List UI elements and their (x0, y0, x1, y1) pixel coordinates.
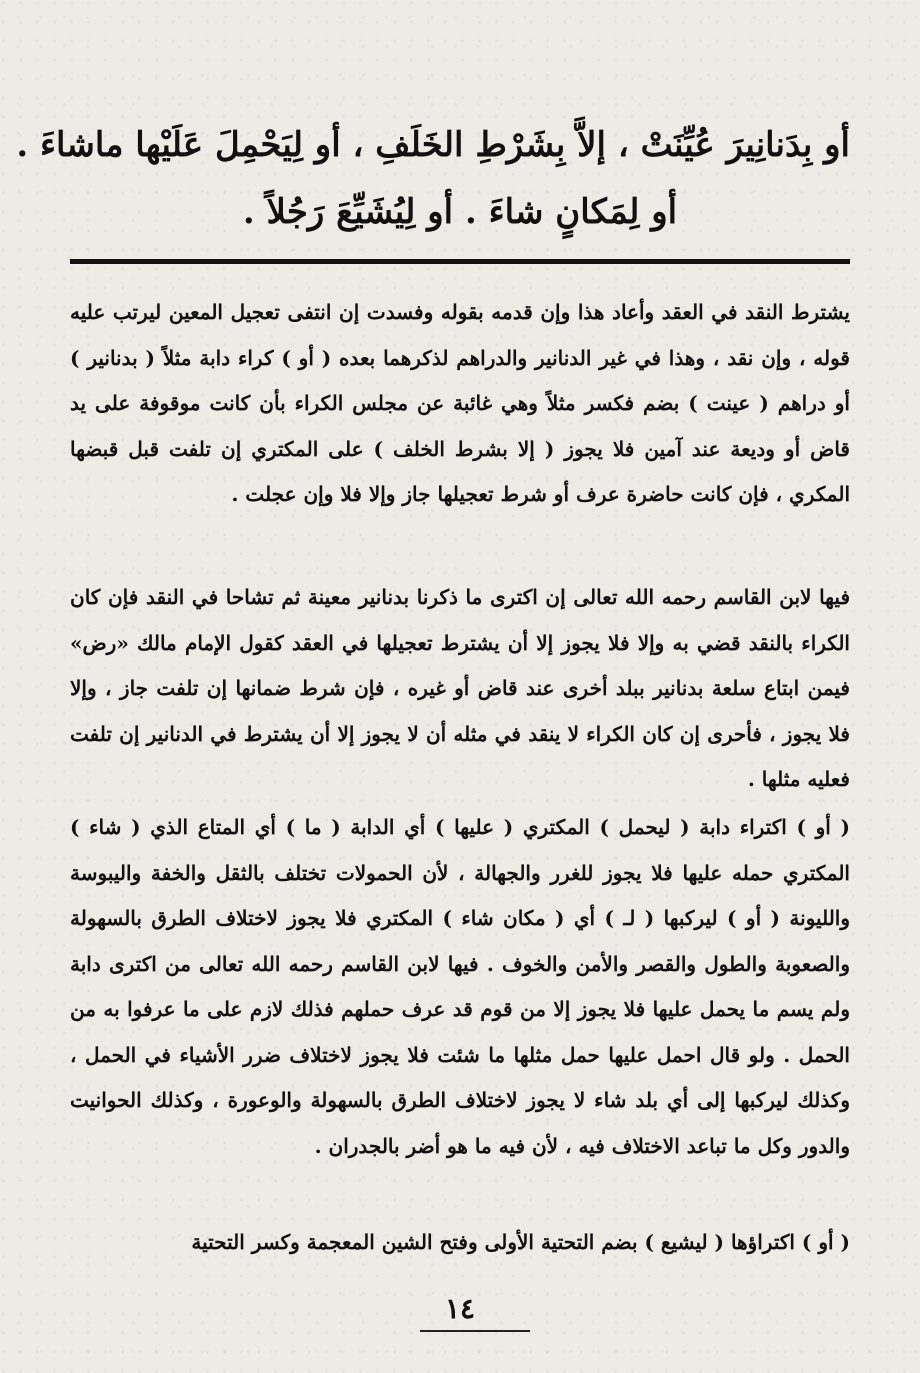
verse-line: أو لِمَكانٍ شاءَ . أو لِيُشَيِّعَ رَجُلاً . (242, 192, 678, 232)
section-divider (70, 259, 850, 264)
verse-line: أو بِدَنانِيرَ عُيِّنَتْ ، إلاَّ بِشَرْطِ الخَلَفِ ، أو لِيَحْمِلَ عَلَيْها ماشاءَ . (16, 125, 850, 165)
footer-divider (420, 1330, 530, 1332)
commentary-paragraph: ( أو ) اكتراء دابة ( ليحمل ) المكتري ( عليها ) أي الدابة ( ما ) أي المتاع الذي ( شاء ) المكتري حمله عليها فلا يجوز للغرر والجهالة ، لأن الحمولات تختلف بالثقل والخفة واليبوسة والليونة ( أو ) ليركبها ( لـ ) أي ( مكان شاء ) المكتري فلا يجوز لاختلاف الطرق بالسهولة والصعوبة والطول والقصر والأمن والخوف . فيها لابن القاسم رحمه الله تعالى من اكترى دابة ولم يسم ما يحمل عليها فلا يجوز إلا من قوم قد عرف حملهم فذلك لازم على ما عرفوا به من الحمل . ولو قال احمل عليها حمل مثلها ما شئت فلا يجوز لاختلاف ضرر الأشياء في الحمل ، وكذلك ليركبها إلى أي بلد شاء لا يجوز لاختلاف الطرق بالسهولة والوعورة ، وكذلك الحوانيت والدور وكل ما تباعد الاختلاف فيه ، لأن فيه ما هو أضر بالجدران . (70, 815, 851, 1158)
commentary-paragraph: فيها لابن القاسم رحمه الله تعالى إن اكترى ما ذكرنا بدنانير معينة ثم تشاحا في النقد فإن كان الكراء بالنقد قضي به وإلا فلا يجوز إلا أن يشترط تعجيلها في العقد كقول الإمام مالك «رض» فيمن ابتاع سلعة بدنانير ببلد أخرى عند قاض أو غيره ، فإن شرط ضمانها إن تلفت جاز ، وإلا فلا يجوز ، فأحرى إن كان الكراء لا ينقد في مثله أن لا يجوز إلا أن يشترط في الدنانير إن تلفت فعليه مثلها . (70, 585, 850, 791)
page-number: ١٤ (444, 1292, 476, 1325)
commentary-paragraph: ( أو ) اكتراؤها ( ليشيع ) بضم التحتية الأولى وفتح الشين المعجمة وكسر التحتية (191, 1230, 850, 1254)
commentary-paragraph: يشترط النقد في العقد وأعاد هذا وإن قدمه بقوله وفسدت إن انتفى تعجيل المعين ليرتب عليه قوله ، وإن نقد ، وهذا في غير الدنانير والدراهم لذكرهما بعده ( أو ) كراء دابة مثلاً ( بدنانير ) أو دراهم ( عينت ) بضم فكسر مثلاً وهي غائبة عن مجلس الكراء بأن كانت موقوفة على يد قاض أو وديعة عند آمين فلا يجوز ( إلا بشرط الخلف ) على المكتري إن تلفت قبل قبضها المكري ، فإن كانت حاضرة عرف أو شرط تعجيلها جاز وإلا فلا وإن عجلت . (70, 300, 850, 506)
